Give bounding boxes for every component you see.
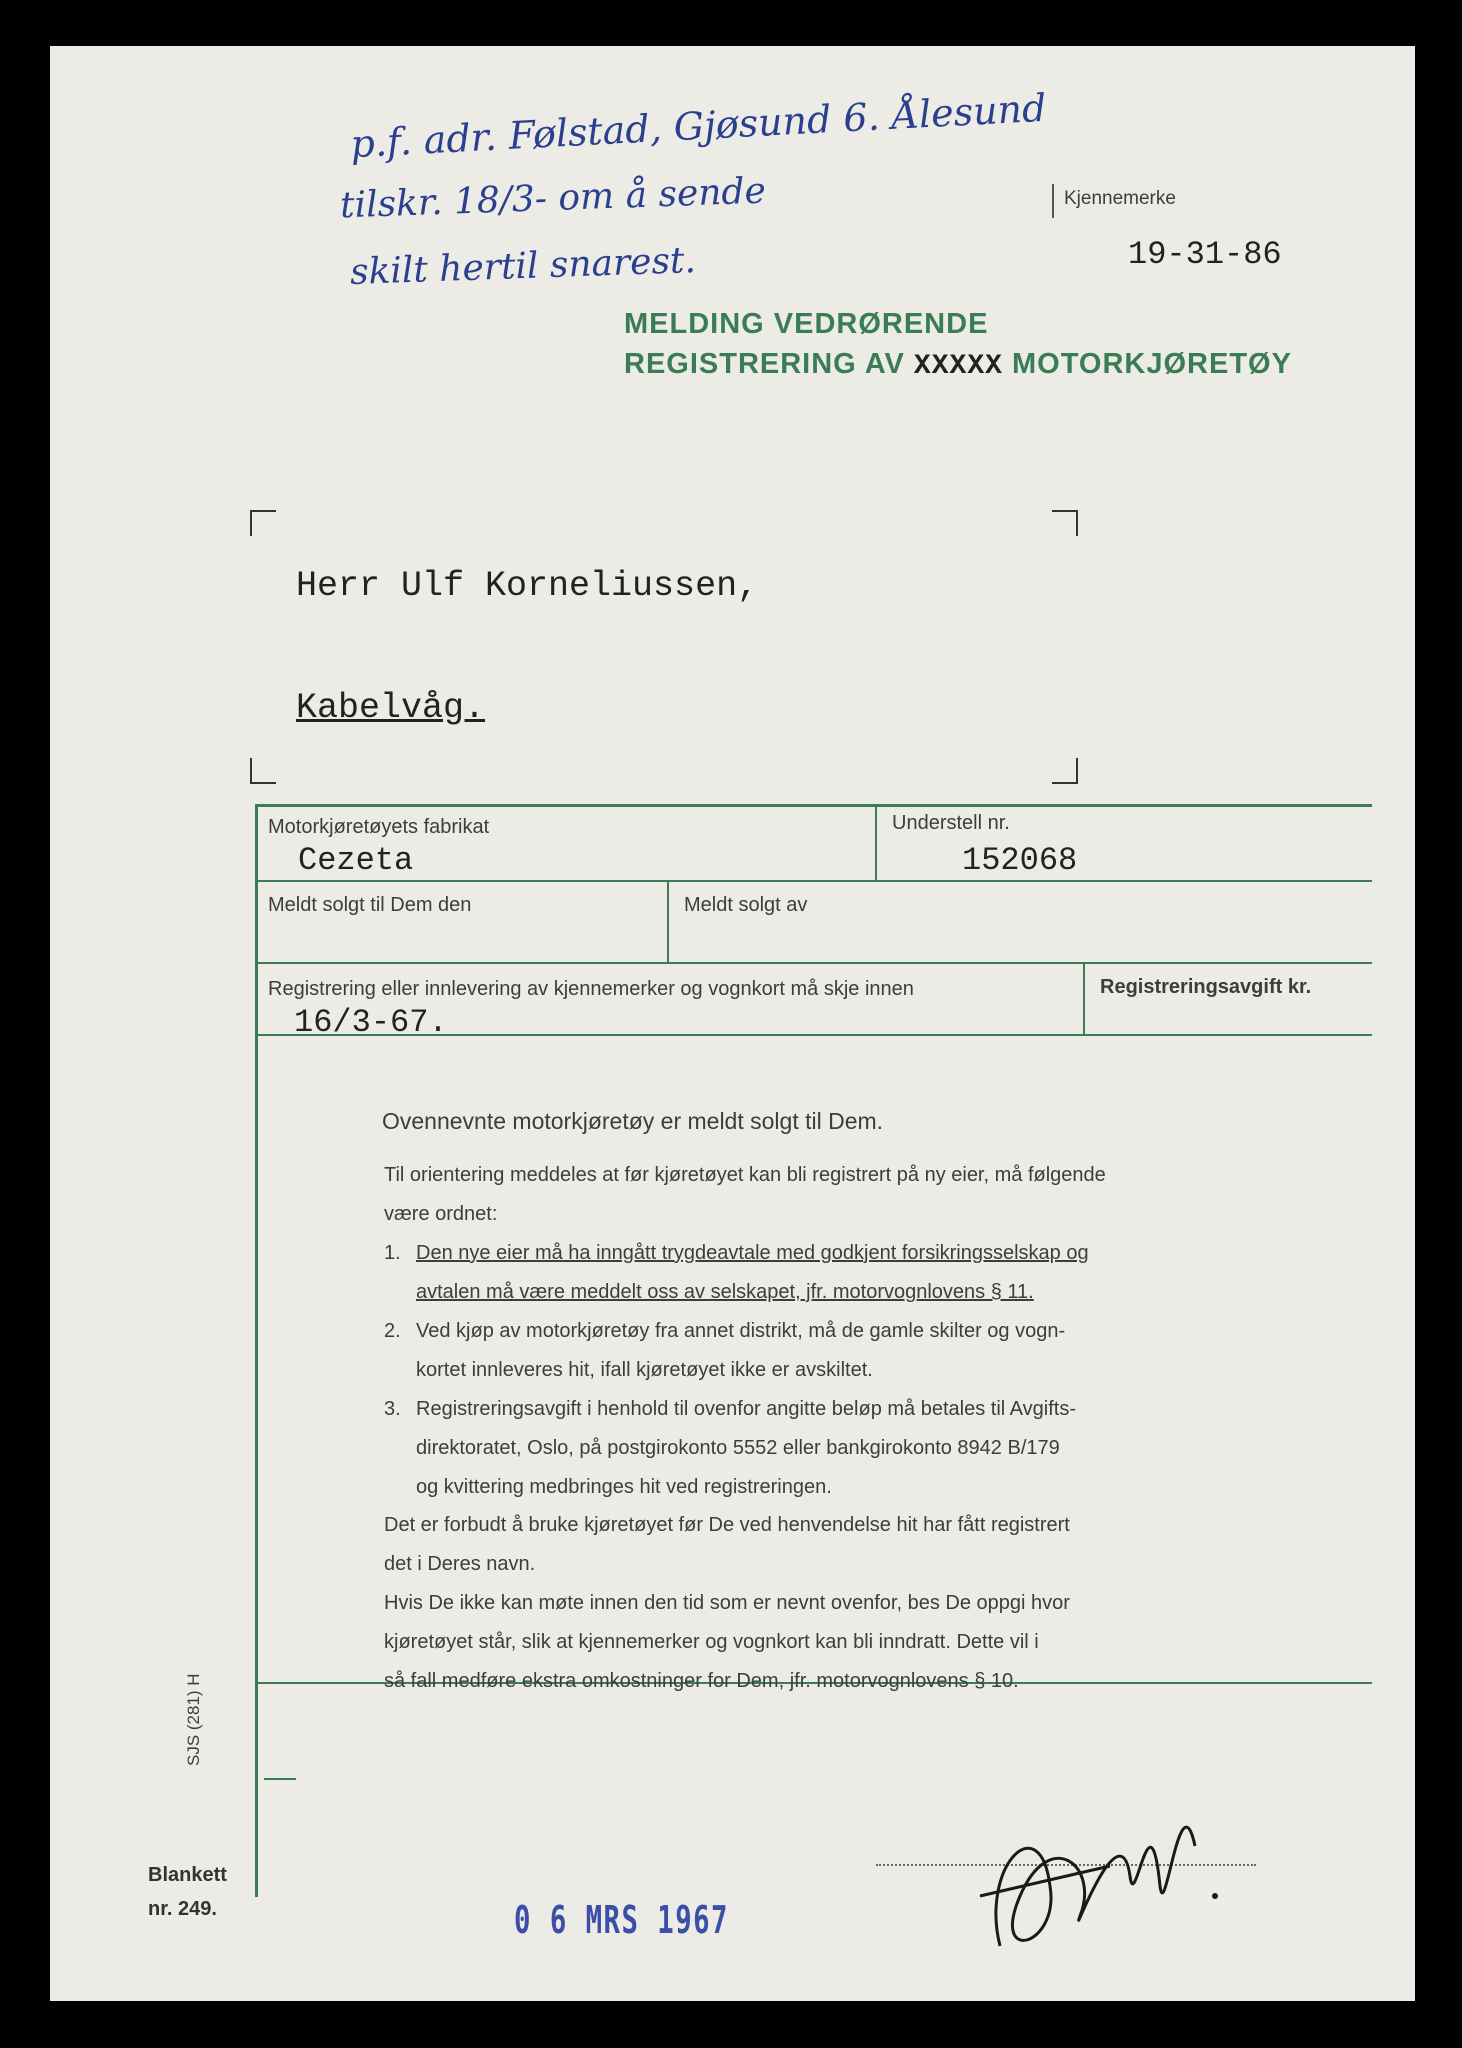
- outro-line: kjøretøyet står, slik at kjennemerker og vognkort kan bli inndratt. Dette vil i: [384, 1631, 1039, 1653]
- fabrikat-value: Cezeta: [298, 842, 414, 879]
- fabrikat-label: Motorkjøretøyets fabrikat: [268, 816, 490, 838]
- outro-line: det i Deres navn.: [384, 1553, 536, 1575]
- title-line-1: MELDING VEDRØRENDE: [624, 308, 989, 340]
- frist-value: 16/3-67.: [294, 1004, 448, 1041]
- form-top-rule: [255, 804, 1372, 807]
- date-stamp: 0 6 MRS 1967: [514, 1898, 729, 1942]
- list-item: [384, 1234, 1324, 1312]
- outro-line: så fall medføre ekstra omkostninger for Dem, jfr. motorvognlovens § 10.: [384, 1670, 1019, 1692]
- body-intro: [384, 1156, 1304, 1234]
- solgt-til-label: Meldt solgt til Dem den: [268, 894, 472, 916]
- blankett-line-2: nr. 249.: [148, 1898, 217, 1920]
- handwritten-note-line-1: p.f. adr. Følstad, Gjøsund 6. Ålesund: [349, 85, 1048, 167]
- window-corner-top-left: [250, 510, 276, 536]
- body-outro: [384, 1506, 1334, 1701]
- title-struck-word: XXXXX: [913, 351, 1003, 382]
- form-rule-2: [255, 880, 1372, 882]
- handwritten-note-line-2: tilskr. 18/3- om å sende: [339, 170, 767, 227]
- kjennemerke-label: Kjennemerke: [1064, 188, 1176, 209]
- understell-label: Understell nr.: [892, 812, 1010, 834]
- avgift-label: Registreringsavgift kr.: [1100, 976, 1312, 998]
- solgt-av-label: Meldt solgt av: [684, 894, 808, 916]
- form-left-rule: [255, 804, 258, 1897]
- title-line-2: [624, 348, 1292, 382]
- list-item: [384, 1312, 1324, 1390]
- title-line-2-prefix: REGISTRERING AV: [624, 348, 905, 380]
- form-rule-3: [255, 962, 1372, 964]
- form-divider-3: [1083, 964, 1085, 1034]
- recipient-place: Kabelvåg.: [296, 688, 486, 728]
- list-number: 3.: [384, 1398, 401, 1420]
- recipient-name: Herr Ulf Korneliussen,: [296, 566, 759, 606]
- list-line: direktoratet, Oslo, på postgirokonto 5552 eller bankgirokonto 8942 B/179: [416, 1437, 1060, 1459]
- document-page: [50, 46, 1415, 2001]
- signature-scribble: [960, 1746, 1240, 1986]
- blankett-line-1: Blankett: [148, 1864, 227, 1886]
- form-divider-1: [875, 804, 877, 880]
- body-heading: Ovennevnte motorkjøretøy er meldt solgt til Dem.: [382, 1108, 884, 1134]
- intro-line: Til orientering meddeles at før kjøretøyet kan bli registrert på ny eier, må følgende: [384, 1164, 1106, 1186]
- list-number: 2.: [384, 1320, 401, 1342]
- kjennemerke-bracket: [1052, 184, 1054, 218]
- outro-line: Hvis De ikke kan møte innen den tid som er nevnt ovenfor, bes De oppgi hvor: [384, 1592, 1070, 1614]
- form-stub-line: [264, 1778, 296, 1780]
- window-corner-bottom-left: [250, 758, 276, 784]
- list-line: kortet innleveres hit, ifall kjøretøyet ikke er avskiltet.: [416, 1359, 873, 1381]
- window-corner-top-right: [1052, 510, 1078, 536]
- handwritten-note-line-3: skilt hertil snarest.: [349, 239, 697, 294]
- form-code: SJS (281) H: [184, 1673, 203, 1766]
- list-line: Ved kjøp av motorkjøretøy fra annet distrikt, må de gamle skilter og vogn-: [416, 1320, 1066, 1342]
- list-line: avtalen må være meddelt oss av selskapet, jfr. motorvognlovens § 11.: [416, 1281, 1034, 1303]
- understell-value: 152068: [962, 842, 1078, 879]
- list-item: [384, 1390, 1324, 1507]
- form-divider-2: [667, 882, 669, 962]
- title-line-2-suffix: MOTORKJØRETØY: [1012, 348, 1292, 380]
- list-number: 1.: [384, 1242, 401, 1264]
- frist-label: Registrering eller innlevering av kjennemerker og vognkort må skje innen: [268, 978, 914, 1000]
- outro-line: Det er forbudt å bruke kjøretøyet før De ved henvendelse hit har fått registrert: [384, 1514, 1070, 1536]
- list-line: og kvittering medbringes hit ved registreringen.: [416, 1476, 832, 1498]
- list-line: Den nye eier må ha inngått trygdeavtale med godkjent forsikringsselskap og: [416, 1242, 1089, 1264]
- list-line: Registreringsavgift i henhold til ovenfor angitte beløp må betales til Avgifts-: [416, 1398, 1076, 1420]
- intro-line: være ordnet:: [384, 1203, 498, 1225]
- requirements-list: [384, 1234, 1324, 1507]
- kjennemerke-value: 19-31-86: [1128, 236, 1282, 273]
- window-corner-bottom-right: [1052, 758, 1078, 784]
